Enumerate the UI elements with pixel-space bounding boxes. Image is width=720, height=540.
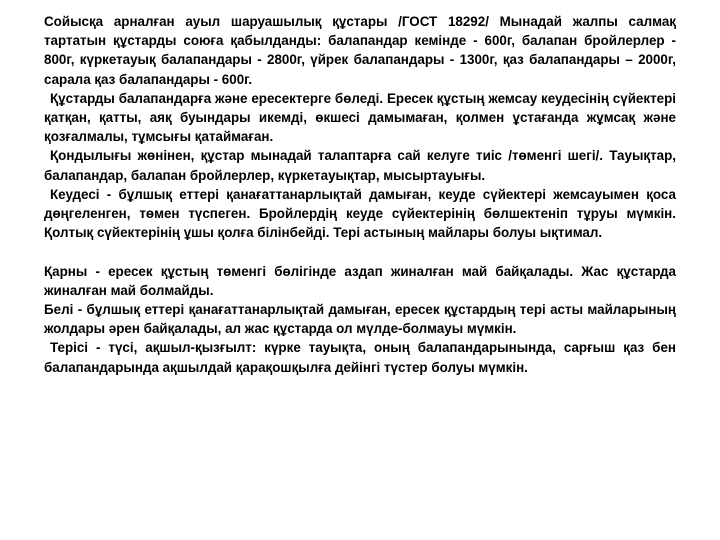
paragraph-age-classes: Құстарды балапандарға және ересектерге бөледі. Ересек құстың жемсау кеудесінің сүйектері қатқан, қатты, аяқ буындары икемді, өкшесі дамымаған, қолмен ұстағанда жұмсақ және қозғалмалы, тұмсығы қатаймаған. — [44, 90, 676, 145]
paragraph-fatness-requirements: Қондылығы жөнінен, құстар мынадай талаптарға сай келуге тиіс /төменгі шегі/. Тауықтар, балапандар, балапан бройлерлер, күркетауықтар, мысыртауығы. — [44, 148, 676, 183]
paragraph-breast: Кеудесі - бұлшық еттері қанағаттанарлықтай дамыған, кеуде сүйектері жемсауымен қоса дөңгеленген, төмен түспеген. Бройлердің кеуде сүйектерінің бөлшектеніп тұруы мүмкін. Қолтық сүйектерінің ұшы қолға білінбейді. Тері астының майлары болуы ықтимал. — [44, 186, 676, 241]
paragraph-skin: Терісі - түсі, ақшыл-қызғылт: күрке тауықта, оның балапандарынында, сарғыш қаз бен балапандарында ақшылдай қарақошқылға дейінгі түстер болуы мүмкін. — [44, 340, 676, 375]
document-body — [44, 12, 676, 377]
paragraph-belly: Қарны - ересек құстың төменгі бөлігінде аздап жиналған май байқалады. Жас құстарда жиналған май болмайды. — [44, 263, 676, 298]
paragraph-back: Белі - бұлшық еттері қанағаттанарлықтай дамыған, ересек құстардың тері асты майларының жолдары әрен байқалады, ал жас құстарда ол мүлде-болмауы мүмкін. — [44, 302, 676, 337]
blank-line — [44, 242, 676, 261]
paragraph-slaughter-poultry: Сойысқа арналған ауыл шаруашылық құстары /ГОСТ 18292/ Мынадай жалпы салмақ тартатын құстарды союға қабылданды: балапандар кемінде - 600г, балапан бройлерлер - 800г, күркетауық балапандары - 2800г, үйрек балапандары - 1300г, қаз балапандары – 2000г, сарала қаз балапандары - 600г. — [44, 14, 676, 87]
